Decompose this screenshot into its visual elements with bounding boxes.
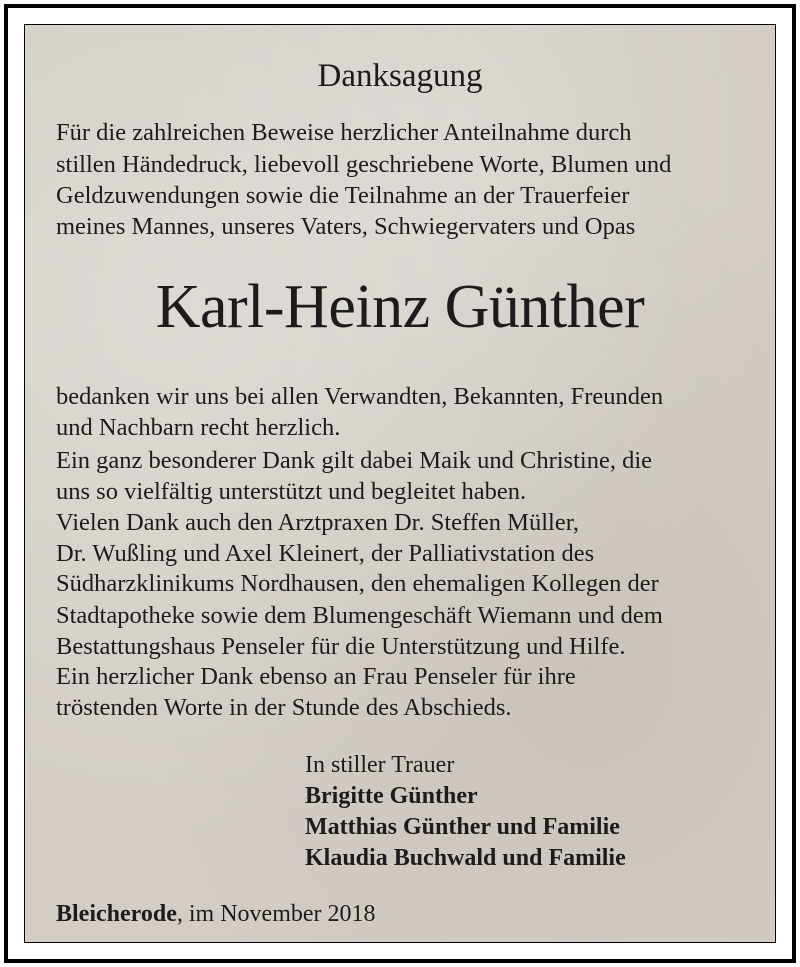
intro-line: Geldzuwendungen sowie die Teilnahme an der Trauerfeier xyxy=(56,182,630,209)
body-line: Bestattungshaus Penseler für die Unterstützung und Hilfe. xyxy=(56,633,626,660)
intro-line: Für die zahlreichen Beweise herzlicher Anteilnahme durch xyxy=(56,119,632,146)
body-line: Stadtapotheke sowie dem Blumengeschäft Wiemann und dem xyxy=(56,602,663,629)
body-line: Ein ganz besonderer Dank gilt dabei Maik und Christine, die xyxy=(56,447,653,474)
body-line: Dr. Wußling und Axel Kleinert, der Palliativstation des xyxy=(56,540,595,567)
body-line: Ein herzlicher Dank ebenso an Frau Penseler für ihre xyxy=(56,663,576,690)
place-date xyxy=(56,902,376,926)
signature-name: Klaudia Buchwald und Familie xyxy=(305,845,626,871)
signature-heading: In stiller Trauer xyxy=(305,752,455,778)
intro-line: meines Mannes, unseres Vaters, Schwiegervaters und Opas xyxy=(56,213,636,240)
notice-title: Danksagung xyxy=(317,58,483,94)
deceased-name: Karl-Heinz Günther xyxy=(155,273,645,341)
body-line: Südharzklinikums Nordhausen, den ehemaligen Kollegen der xyxy=(56,570,659,597)
signature-name: Matthias Günther und Familie xyxy=(305,814,620,840)
signature-name: Brigitte Günther xyxy=(305,783,478,809)
intro-line: stillen Händedruck, liebevoll geschriebene Worte, Blumen und xyxy=(56,151,672,178)
body-line: uns so vielfältig unterstützt und begleitet haben. xyxy=(56,478,527,505)
date-text: , im November 2018 xyxy=(176,901,376,927)
body-line: Vielen Dank auch den Arztpraxen Dr. Steffen Müller, xyxy=(56,509,579,536)
body-line: und Nachbarn recht herzlich. xyxy=(56,414,341,441)
body-line: tröstenden Worte in der Stunde des Abschieds. xyxy=(56,694,512,721)
body-line: bedanken wir uns bei allen Verwandten, Bekannten, Freunden xyxy=(56,383,664,410)
place-name: Bleicherode xyxy=(56,901,177,927)
